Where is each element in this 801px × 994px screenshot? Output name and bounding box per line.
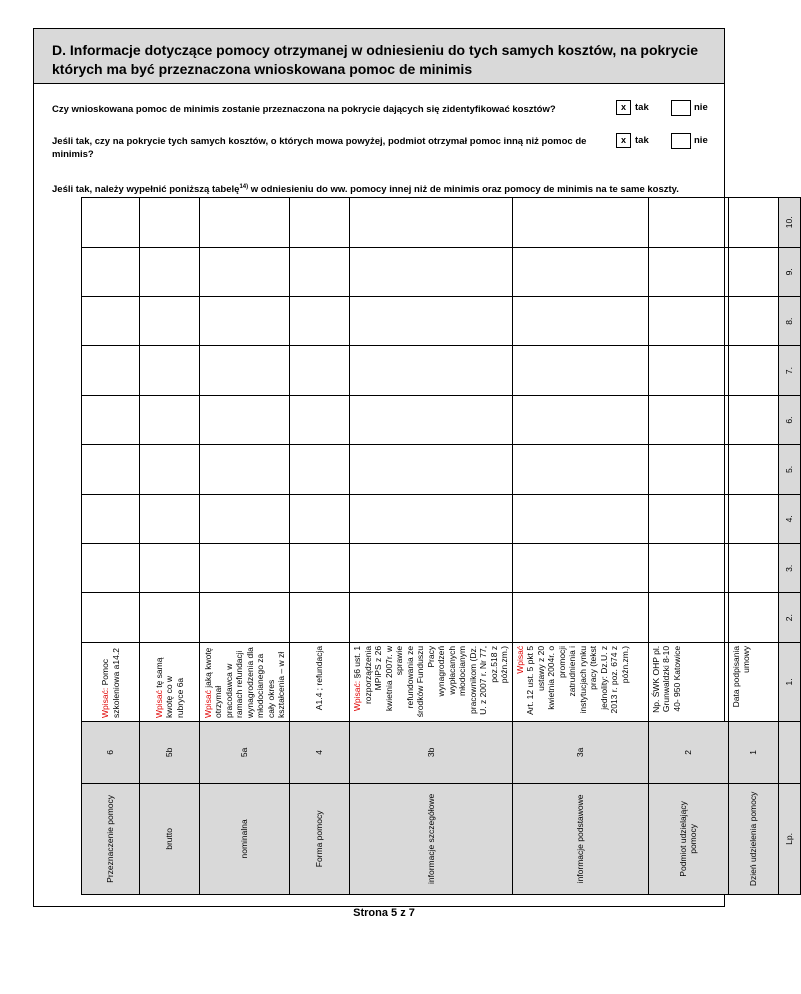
row-7-info-szcz[interactable] (350, 346, 513, 395)
row1-info-szczegolowe-cell[interactable]: Wpisać: §6 ust. 1 rozporządzenia MPiPS z 26 kwietnia 2007r. w sprawie refundowania ze środków Funduszu Pracy wynagrodzeń wypłacanych młodocianym pracownikom (Dz. U. z 2007 r. Nr 77, poz.518 z późn.zm.) (350, 642, 513, 721)
row-9-przeznaczenie[interactable] (82, 247, 140, 296)
row-10-przeznaczenie[interactable] (82, 198, 140, 248)
header-brutto: brutto (140, 783, 200, 894)
row-2-przeznaczenie[interactable] (82, 593, 140, 642)
q2-no-checkbox[interactable] (671, 133, 691, 149)
col-1-number: 1 (728, 722, 778, 784)
section-header: D. Informacje dotyczące pomocy otrzymanej w odniesieniu do tych samych kosztów, na pokrycie których ma być przeznaczona wnioskowana pomoc de minimis (34, 29, 724, 84)
col-5a-number: 5a (200, 722, 290, 784)
row-9-lp: 9. (778, 247, 800, 296)
row-3-info-podst[interactable] (512, 544, 648, 593)
q1-yes-label: tak (635, 102, 649, 113)
row-8-info-szcz[interactable] (350, 296, 513, 345)
row-5-dzien[interactable] (728, 445, 778, 494)
row-10-lp: 10. (778, 198, 800, 248)
row-4-lp: 4. (778, 494, 800, 543)
row-5-nominalna[interactable] (200, 445, 290, 494)
row-4-brutto[interactable] (140, 494, 200, 543)
row-4-podmiot[interactable] (648, 494, 728, 543)
row-8-brutto[interactable] (140, 296, 200, 345)
row-5-brutto[interactable] (140, 445, 200, 494)
row-4-forma[interactable] (290, 494, 350, 543)
instruction-text: Jeśli tak, należy wypełnić poniższą tabelę$^{14)}$ w odniesieniu do ww. pomocy innej niż de minimis oraz pomocy de minimis na te same koszty. (52, 184, 679, 196)
header-dzien: Dzień udzielenia pomocy (728, 783, 778, 894)
col-5b-number: 5b (140, 722, 200, 784)
q2-no-label: nie (694, 135, 708, 146)
row-7-info-podst[interactable] (512, 346, 648, 395)
header-forma: Forma pomocy (290, 783, 350, 894)
row-2-lp: 2. (778, 593, 800, 642)
row-3-forma[interactable] (290, 544, 350, 593)
row-8-nominalna[interactable] (200, 296, 290, 345)
row-3-podmiot[interactable] (648, 544, 728, 593)
col-3b-number: 3b (350, 722, 513, 784)
q1-no-label: nie (694, 102, 708, 113)
q2-yes-checkbox[interactable]: x (616, 133, 631, 148)
row-10-brutto[interactable] (140, 198, 200, 248)
row-2-dzien[interactable] (728, 593, 778, 642)
question-2: Jeśli tak, czy na pokrycie tych samych kosztów, o których mowa powyżej, podmiot otrzymał pomoc inną niż pomoc de minimis? (52, 136, 587, 160)
row-4-nominalna[interactable] (200, 494, 290, 543)
header-info-szczegolowe: informacje szczegółowe (350, 783, 513, 894)
row-10-forma[interactable] (290, 198, 350, 248)
col-2-number: 2 (648, 722, 728, 784)
row-9-nominalna[interactable] (200, 247, 290, 296)
row-2-brutto[interactable] (140, 593, 200, 642)
col-3a-number: 3a (512, 722, 648, 784)
row-6-nominalna[interactable] (200, 395, 290, 444)
row1-forma-cell[interactable]: A1.4 ; refundacja (290, 642, 350, 721)
row-8-dzien[interactable] (728, 296, 778, 345)
row-3-info-szcz[interactable] (350, 544, 513, 593)
row1-dzien-cell[interactable]: Data podpisania umowy (728, 642, 778, 721)
row-8-info-podst[interactable] (512, 296, 648, 345)
header-lp: Lp. (778, 783, 800, 894)
row-9-podmiot[interactable] (648, 247, 728, 296)
lp-number-blank (778, 722, 800, 784)
q1-no-checkbox[interactable] (671, 100, 691, 116)
row1-podmiot-cell[interactable]: Np. ŚWK OHP pl. Grunwaldzki 8-10 40- 950 Katowice (648, 642, 728, 721)
row-9-info-podst[interactable] (512, 247, 648, 296)
row-3-przeznaczenie[interactable] (82, 544, 140, 593)
header-info-podstawowe: informacje podstawowe (512, 783, 648, 894)
header-podmiot: Podmiot udzielający pomocy (648, 783, 728, 894)
row-10-info-szcz[interactable] (350, 198, 513, 248)
q2-yes-label: tak (635, 135, 649, 146)
row-3-lp: 3. (778, 544, 800, 593)
row-4-info-szcz[interactable] (350, 494, 513, 543)
row-4-przeznaczenie[interactable] (82, 494, 140, 543)
row-10-dzien[interactable] (728, 198, 778, 248)
row-6-dzien[interactable] (728, 395, 778, 444)
row-2-info-podst[interactable] (512, 593, 648, 642)
row-3-nominalna[interactable] (200, 544, 290, 593)
row-2-info-szcz[interactable] (350, 593, 513, 642)
row-8-forma[interactable] (290, 296, 350, 345)
row-10-podmiot[interactable] (648, 198, 728, 248)
row-5-forma[interactable] (290, 445, 350, 494)
row-5-info-podst[interactable] (512, 445, 648, 494)
row-6-podmiot[interactable] (648, 395, 728, 444)
row-9-dzien[interactable] (728, 247, 778, 296)
row-7-lp: 7. (778, 346, 800, 395)
row-5-lp: 5. (778, 445, 800, 494)
row1-nominalna-cell[interactable]: Wpisać jaką kwotę otrzymał pracodawca w ramach refundacji wynagrodzenia dla młodocianego za cały okres kształcenia – w zł (200, 642, 290, 721)
row-8-przeznaczenie[interactable] (82, 296, 140, 345)
row-3-brutto[interactable] (140, 544, 200, 593)
row-6-forma[interactable] (290, 395, 350, 444)
row-7-dzien[interactable] (728, 346, 778, 395)
header-nominalna: nominalna (200, 783, 290, 894)
aid-table (81, 197, 801, 895)
row-7-nominalna[interactable] (200, 346, 290, 395)
row-8-lp: 8. (778, 296, 800, 345)
row1-brutto-cell[interactable]: Wpisać tę samą kwotę co w rubryce 6a (140, 642, 200, 721)
row-6-przeznaczenie[interactable] (82, 395, 140, 444)
row-4-info-podst[interactable] (512, 494, 648, 543)
row-7-forma[interactable] (290, 346, 350, 395)
row-4-dzien[interactable] (728, 494, 778, 543)
q1-yes-checkbox[interactable]: x (616, 100, 631, 115)
row-10-info-podst[interactable] (512, 198, 648, 248)
page-number: Strona 5 z 7 (353, 907, 415, 919)
row-7-podmiot[interactable] (648, 346, 728, 395)
row-2-nominalna[interactable] (200, 593, 290, 642)
row-3-dzien[interactable] (728, 544, 778, 593)
row1-info-podstawowe-cell[interactable]: Wpisać Art. 12 ust. 5 pkt 5 ustawy z 20 kwietnia 2004r. o promocji zatrudnienia i instytucjach rynku pracy (tekst jednolity: Dz.U. z 2013 r. poz. 674 z późn.zm.) (512, 642, 648, 721)
row-7-brutto[interactable] (140, 346, 200, 395)
row-5-info-szcz[interactable] (350, 445, 513, 494)
row-9-info-szcz[interactable] (350, 247, 513, 296)
row-6-info-szcz[interactable] (350, 395, 513, 444)
row-6-brutto[interactable] (140, 395, 200, 444)
row1-przeznaczenie-cell[interactable]: Wpisać: Pomoc szkoleniowa a14.2 (82, 642, 140, 721)
row-10-nominalna[interactable] (200, 198, 290, 248)
row-2-forma[interactable] (290, 593, 350, 642)
row-9-forma[interactable] (290, 247, 350, 296)
row-2-podmiot[interactable] (648, 593, 728, 642)
header-przeznaczenie: Przeznaczenie pomocy (82, 783, 140, 894)
row-6-info-podst[interactable] (512, 395, 648, 444)
question-1: Czy wnioskowana pomoc de minimis zostanie przeznaczona na pokrycie dających się zidentyfikować kosztów? (52, 104, 556, 115)
row-1-lp: 1. (778, 642, 800, 721)
row-5-przeznaczenie[interactable] (82, 445, 140, 494)
row-9-brutto[interactable] (140, 247, 200, 296)
row-8-podmiot[interactable] (648, 296, 728, 345)
row-5-podmiot[interactable] (648, 445, 728, 494)
col-4-number: 4 (290, 722, 350, 784)
row-6-lp: 6. (778, 395, 800, 444)
row-7-przeznaczenie[interactable] (82, 346, 140, 395)
col-6-number: 6 (82, 722, 140, 784)
